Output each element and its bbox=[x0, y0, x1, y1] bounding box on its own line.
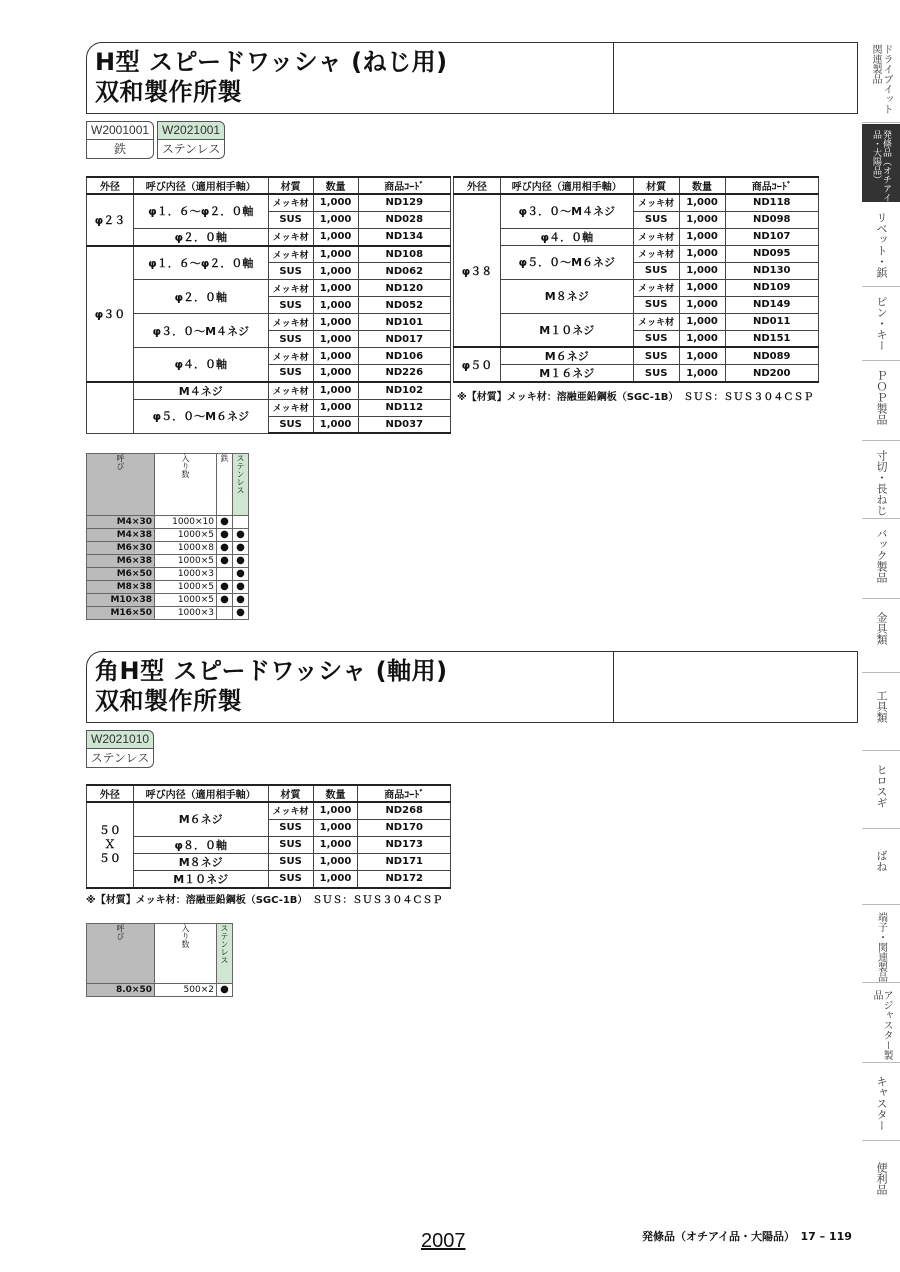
outer-diameter: φ２３ bbox=[87, 194, 134, 246]
product-code: ND017 bbox=[358, 331, 450, 348]
inner-diameter: M６ネジ bbox=[500, 347, 633, 365]
quantity: 1,000 bbox=[679, 330, 725, 347]
sidebar-label: 金具類 bbox=[875, 612, 888, 645]
product-code: ND120 bbox=[358, 280, 450, 297]
sidebar-item-back[interactable] bbox=[862, 522, 900, 598]
page-footer-code: 2007 bbox=[421, 1230, 466, 1252]
sidebar-item-rivet[interactable] bbox=[862, 206, 900, 286]
inner-diameter: M１０ネジ bbox=[500, 313, 633, 347]
qty-header-qty bbox=[155, 924, 217, 984]
quantity: 1,000 bbox=[679, 296, 725, 313]
outer-diameter-empty bbox=[87, 382, 134, 434]
sidebar-label: アジャスター製品 bbox=[871, 990, 892, 1060]
header-id: 呼び内径（適用相手軸） bbox=[500, 177, 633, 194]
sidebar-item-adjuster[interactable] bbox=[862, 984, 900, 1062]
qty-count: 1000×5 bbox=[155, 594, 217, 607]
table-row bbox=[87, 348, 451, 365]
quantity: 1,000 bbox=[679, 365, 725, 383]
page-footer-number: 発條品（オチアイ品・大陽品） 17 – 119 bbox=[642, 1230, 852, 1243]
qty-row bbox=[87, 542, 249, 555]
product-code: ND095 bbox=[725, 245, 819, 262]
product-code: ND118 bbox=[725, 194, 819, 211]
quantity: 1,000 bbox=[313, 416, 358, 433]
product-code: ND173 bbox=[358, 836, 451, 853]
section1-qty-table bbox=[86, 453, 249, 620]
quantity: 1,000 bbox=[679, 347, 725, 365]
product-code: ND151 bbox=[725, 330, 819, 347]
qty-row bbox=[87, 516, 249, 529]
code-cell-iron bbox=[86, 121, 154, 159]
sidebar-divider bbox=[862, 828, 900, 829]
inner-diameter: M１６ネジ bbox=[500, 365, 633, 383]
material: SUS bbox=[633, 330, 679, 347]
inner-diameter: φ２．０軸 bbox=[133, 280, 268, 314]
quantity: 1,000 bbox=[313, 399, 358, 416]
product-code: ND037 bbox=[358, 416, 450, 433]
qty-sus: ● bbox=[233, 594, 249, 607]
code-cell-sus bbox=[86, 730, 154, 768]
qty-header-name-text: 呼び bbox=[116, 924, 125, 940]
qty-name: M8×38 bbox=[87, 581, 155, 594]
qty-header bbox=[87, 924, 233, 984]
qty-header-iron bbox=[217, 454, 233, 516]
table-row bbox=[454, 194, 819, 211]
product-code: ND011 bbox=[725, 313, 819, 330]
inner-diameter: φ５．０～M６ネジ bbox=[500, 245, 633, 279]
header-id: 呼び内径（適用相手軸） bbox=[133, 785, 268, 802]
qty-row bbox=[87, 594, 249, 607]
header-od: 外径 bbox=[87, 785, 134, 802]
sidebar-label: 便利品 bbox=[875, 1162, 888, 1195]
quantity: 1,000 bbox=[313, 297, 358, 314]
product-code: ND052 bbox=[358, 297, 450, 314]
table-row bbox=[87, 280, 451, 297]
quantity: 1,000 bbox=[313, 382, 358, 400]
sidebar-item-hatsujo[interactable] bbox=[862, 124, 900, 202]
product-code: ND112 bbox=[358, 399, 450, 416]
qty-sus: ● bbox=[233, 529, 249, 542]
qty-iron: ● bbox=[217, 542, 233, 555]
product-code: ND149 bbox=[725, 296, 819, 313]
table-row bbox=[87, 399, 451, 416]
material: SUS bbox=[633, 365, 679, 383]
outer-diameter: φ３０ bbox=[87, 246, 134, 382]
sidebar-divider bbox=[862, 904, 900, 905]
table-header bbox=[87, 177, 451, 194]
sidebar-divider bbox=[862, 672, 900, 673]
product-code: ND101 bbox=[358, 314, 450, 331]
table-header bbox=[87, 785, 451, 802]
section2-title-line2: 双和製作所製 bbox=[95, 687, 242, 715]
table-row bbox=[87, 382, 451, 400]
qty-header-name bbox=[87, 454, 155, 516]
sidebar-label: ばね bbox=[875, 850, 888, 872]
material: メッキ材 bbox=[633, 228, 679, 245]
sidebar-label: リベット・鋲 bbox=[875, 212, 888, 278]
qty-row bbox=[87, 555, 249, 568]
qty-sus: ● bbox=[233, 568, 249, 581]
table-row bbox=[454, 365, 819, 383]
table-row bbox=[87, 853, 451, 870]
code-cell-sus bbox=[157, 121, 225, 159]
sidebar-item-drive-it[interactable] bbox=[862, 38, 900, 120]
inner-diameter: φ１．６～φ２．０軸 bbox=[133, 194, 268, 228]
product-code: ND089 bbox=[725, 347, 819, 365]
product-code: ND170 bbox=[358, 819, 451, 836]
table-row bbox=[454, 279, 819, 296]
qty-iron bbox=[217, 568, 233, 581]
qty-row bbox=[87, 984, 233, 997]
product-code: ND226 bbox=[358, 365, 450, 382]
header-material: 材質 bbox=[268, 177, 313, 194]
sidebar-item-terminal[interactable] bbox=[862, 906, 900, 982]
sidebar-divider bbox=[862, 750, 900, 751]
material: メッキ材 bbox=[268, 399, 313, 416]
outer-diameter: φ５０ bbox=[454, 347, 501, 382]
qty-iron: ● bbox=[217, 516, 233, 529]
inner-diameter: M８ネジ bbox=[133, 853, 268, 870]
inner-diameter: φ４．０軸 bbox=[133, 348, 268, 382]
qty-count: 500×2 bbox=[155, 984, 217, 997]
section1-title-box bbox=[86, 42, 858, 114]
product-code: ND106 bbox=[358, 348, 450, 365]
sidebar-divider bbox=[862, 598, 900, 599]
product-code: ND171 bbox=[358, 853, 451, 870]
material: SUS bbox=[268, 365, 313, 382]
quantity: 1,000 bbox=[679, 211, 725, 228]
material: SUS bbox=[268, 870, 313, 888]
sidebar-item-pop[interactable] bbox=[862, 364, 900, 440]
material: SUS bbox=[633, 347, 679, 365]
header-qty: 数量 bbox=[313, 785, 358, 802]
product-code: ND028 bbox=[358, 211, 450, 228]
qty-count: 1000×5 bbox=[155, 581, 217, 594]
table-row bbox=[87, 870, 451, 888]
qty-name: M10×38 bbox=[87, 594, 155, 607]
sidebar-item-tools[interactable] bbox=[862, 684, 900, 758]
inner-diameter: φ１．６～φ２．０軸 bbox=[133, 246, 268, 280]
table-row bbox=[87, 194, 451, 211]
material-label: ステンレス bbox=[86, 749, 154, 768]
qty-sus: ● bbox=[217, 984, 233, 997]
material: SUS bbox=[633, 262, 679, 279]
qty-count: 1000×5 bbox=[155, 555, 217, 568]
quantity: 1,000 bbox=[679, 279, 725, 296]
material: メッキ材 bbox=[633, 245, 679, 262]
qty-row bbox=[87, 581, 249, 594]
material: メッキ材 bbox=[633, 194, 679, 211]
header-od: 外径 bbox=[87, 177, 134, 194]
header-id: 呼び内径（適用相手軸） bbox=[133, 177, 268, 194]
section2-spec-table bbox=[86, 784, 451, 889]
inner-diameter: φ３．０～M４ネジ bbox=[133, 314, 268, 348]
header-material: 材質 bbox=[268, 785, 313, 802]
qty-name: M16×50 bbox=[87, 607, 155, 620]
sidebar-divider bbox=[862, 122, 900, 123]
material: メッキ材 bbox=[268, 194, 313, 211]
header-code: 商品ｺｰﾄﾞ bbox=[358, 785, 451, 802]
material: メッキ材 bbox=[633, 313, 679, 330]
sidebar-item-caster[interactable] bbox=[862, 1070, 900, 1140]
qty-count: 1000×3 bbox=[155, 607, 217, 620]
sidebar-label: ＰＯＰ製品 bbox=[875, 370, 888, 425]
quantity: 1,000 bbox=[313, 314, 358, 331]
qty-header-sus bbox=[233, 454, 249, 516]
qty-header-qty bbox=[155, 454, 217, 516]
material: SUS bbox=[268, 211, 313, 228]
product-code: ND062 bbox=[358, 263, 450, 280]
table-row bbox=[87, 802, 451, 819]
qty-name: M6×30 bbox=[87, 542, 155, 555]
quantity: 1,000 bbox=[679, 313, 725, 330]
section2-title-box bbox=[86, 651, 858, 723]
header-code: 商品ｺｰﾄﾞ bbox=[358, 177, 450, 194]
inner-diameter: M８ネジ bbox=[500, 279, 633, 313]
qty-header bbox=[87, 454, 249, 516]
qty-count: 1000×10 bbox=[155, 516, 217, 529]
section1-spec-table-left bbox=[86, 176, 451, 434]
quantity: 1,000 bbox=[313, 819, 358, 836]
material: SUS bbox=[268, 297, 313, 314]
product-code: ND268 bbox=[358, 802, 451, 819]
quantity: 1,000 bbox=[313, 365, 358, 382]
sidebar-label: ヒロスギ bbox=[875, 764, 888, 808]
table-row bbox=[454, 347, 819, 365]
section2-material-note: ※【材質】メッキ材：溶融亜鉛鋼板（SGC-1B） ＳＵＳ：ＳＵＳ３０４ＣＳＰ bbox=[86, 895, 443, 906]
quantity: 1,000 bbox=[313, 228, 358, 246]
qty-name: 8.0×50 bbox=[87, 984, 155, 997]
section1-spec-table-right bbox=[453, 176, 819, 383]
sidebar-label: 端子・関連製品 bbox=[875, 912, 887, 982]
product-code: W2001001 bbox=[86, 121, 154, 140]
table-row bbox=[87, 228, 451, 246]
product-code: ND130 bbox=[725, 262, 819, 279]
sidebar-item-stud[interactable] bbox=[862, 444, 900, 518]
qty-sus: ● bbox=[233, 542, 249, 555]
material: メッキ材 bbox=[268, 314, 313, 331]
outer-diameter: φ３８ bbox=[454, 194, 501, 347]
material: メッキ材 bbox=[268, 228, 313, 246]
inner-diameter: M４ネジ bbox=[133, 382, 268, 400]
qty-iron: ● bbox=[217, 581, 233, 594]
material: メッキ材 bbox=[633, 279, 679, 296]
quantity: 1,000 bbox=[313, 194, 358, 211]
section2-product-codes bbox=[86, 730, 157, 768]
sidebar-item-spring[interactable] bbox=[862, 844, 900, 904]
section2-title-line1: 角H型 スピードワッシャ (軸用) bbox=[95, 657, 448, 685]
inner-diameter: φ４．０軸 bbox=[500, 228, 633, 245]
sidebar-divider bbox=[862, 518, 900, 519]
section1-title-line2: 双和製作所製 bbox=[95, 78, 242, 106]
section1-material-note: ※【材質】メッキ材：溶融亜鉛鋼板（SGC-1B） ＳＵＳ：ＳＵＳ３０４ＣＳＰ bbox=[457, 392, 814, 403]
quantity: 1,000 bbox=[679, 228, 725, 245]
sidebar-item-pin-key[interactable] bbox=[862, 290, 900, 358]
sidebar-label: 発條品（オチアイ品・大陽品） bbox=[871, 130, 891, 202]
qty-row bbox=[87, 607, 249, 620]
header-code: 商品ｺｰﾄﾞ bbox=[725, 177, 819, 194]
product-code: ND172 bbox=[358, 870, 451, 888]
product-code: ND108 bbox=[358, 246, 450, 263]
qty-sus: ● bbox=[233, 607, 249, 620]
sidebar-label: ドライブイット関連製品 bbox=[870, 44, 892, 114]
material: メッキ材 bbox=[268, 382, 313, 400]
quantity: 1,000 bbox=[313, 211, 358, 228]
product-code: W2021010 bbox=[86, 730, 154, 749]
material: SUS bbox=[268, 853, 313, 870]
inner-diameter: φ５．０～M６ネジ bbox=[133, 399, 268, 433]
qty-name: M4×30 bbox=[87, 516, 155, 529]
qty-name: M6×38 bbox=[87, 555, 155, 568]
sidebar-label: 工具類 bbox=[875, 690, 888, 723]
material: メッキ材 bbox=[268, 348, 313, 365]
section2-title bbox=[95, 656, 448, 716]
product-code: ND129 bbox=[358, 194, 450, 211]
material: メッキ材 bbox=[268, 246, 313, 263]
qty-header-sus-text: ステンレス bbox=[220, 924, 229, 964]
sidebar-divider bbox=[862, 286, 900, 287]
material: SUS bbox=[268, 263, 313, 280]
qty-header-sus-text: ステンレス bbox=[236, 454, 245, 494]
quantity: 1,000 bbox=[313, 802, 358, 819]
sidebar-item-fittings[interactable] bbox=[862, 606, 900, 680]
title-divider bbox=[613, 43, 614, 113]
quantity: 1,000 bbox=[313, 853, 358, 870]
section1-title bbox=[95, 47, 448, 107]
table-row bbox=[87, 246, 451, 263]
qty-iron: ● bbox=[217, 594, 233, 607]
qty-header-qty-text: 入り数 bbox=[181, 924, 190, 948]
material-label: ステンレス bbox=[157, 140, 225, 159]
product-code: W2021001 bbox=[157, 121, 225, 140]
table-header bbox=[454, 177, 819, 194]
sidebar-item-hirosugi[interactable] bbox=[862, 758, 900, 832]
quantity: 1,000 bbox=[679, 262, 725, 279]
quantity: 1,000 bbox=[679, 194, 725, 211]
product-code: ND098 bbox=[725, 211, 819, 228]
header-od: 外径 bbox=[454, 177, 501, 194]
product-code: ND107 bbox=[725, 228, 819, 245]
material: メッキ材 bbox=[268, 280, 313, 297]
sidebar-divider bbox=[862, 440, 900, 441]
section1-product-codes bbox=[86, 121, 228, 159]
qty-row bbox=[87, 529, 249, 542]
sidebar-item-convenience[interactable] bbox=[862, 1156, 900, 1206]
header-material: 材質 bbox=[633, 177, 679, 194]
outer-diameter: ５０ Ｘ ５０ bbox=[87, 802, 134, 888]
qty-name: M6×50 bbox=[87, 568, 155, 581]
sidebar-label: 寸切・長ねじ bbox=[875, 450, 888, 516]
inner-diameter: φ８．０軸 bbox=[133, 836, 268, 853]
section2-qty-table bbox=[86, 923, 233, 997]
material: SUS bbox=[268, 836, 313, 853]
quantity: 1,000 bbox=[313, 348, 358, 365]
quantity: 1,000 bbox=[313, 836, 358, 853]
quantity: 1,000 bbox=[313, 246, 358, 263]
title-divider bbox=[613, 652, 614, 722]
qty-sus: ● bbox=[233, 581, 249, 594]
sidebar-divider bbox=[862, 360, 900, 361]
qty-iron bbox=[217, 607, 233, 620]
table-row bbox=[454, 313, 819, 330]
header-qty: 数量 bbox=[679, 177, 725, 194]
quantity: 1,000 bbox=[679, 245, 725, 262]
qty-header-qty-text: 入り数 bbox=[181, 454, 190, 478]
material: SUS bbox=[268, 819, 313, 836]
qty-row bbox=[87, 568, 249, 581]
qty-count: 1000×3 bbox=[155, 568, 217, 581]
product-code: ND134 bbox=[358, 228, 450, 246]
inner-diameter: φ３．０～M４ネジ bbox=[500, 194, 633, 228]
table-row bbox=[87, 836, 451, 853]
qty-header-name bbox=[87, 924, 155, 984]
qty-header-sus bbox=[217, 924, 233, 984]
qty-name: M4×38 bbox=[87, 529, 155, 542]
material-label: 鉄 bbox=[86, 140, 154, 159]
qty-header-iron-text: 鉄 bbox=[220, 454, 229, 462]
qty-iron: ● bbox=[217, 529, 233, 542]
header-qty: 数量 bbox=[313, 177, 358, 194]
product-code: ND200 bbox=[725, 365, 819, 383]
sidebar-label: バック製品 bbox=[875, 528, 888, 583]
sidebar-divider bbox=[862, 1140, 900, 1141]
inner-diameter: M６ネジ bbox=[133, 802, 268, 836]
qty-header-name-text: 呼び bbox=[116, 454, 125, 470]
material: SUS bbox=[633, 296, 679, 313]
sidebar-label: ピン・キー bbox=[875, 296, 888, 351]
table-row bbox=[87, 314, 451, 331]
qty-sus bbox=[233, 516, 249, 529]
sidebar-divider bbox=[862, 1062, 900, 1063]
sidebar-divider bbox=[862, 982, 900, 983]
inner-diameter: M１０ネジ bbox=[133, 870, 268, 888]
table-row bbox=[454, 245, 819, 262]
qty-iron: ● bbox=[217, 555, 233, 568]
sidebar-label: キャスター bbox=[875, 1076, 888, 1131]
qty-count: 1000×5 bbox=[155, 529, 217, 542]
product-code: ND102 bbox=[358, 382, 450, 400]
material: SUS bbox=[633, 211, 679, 228]
table-row bbox=[454, 228, 819, 245]
material: メッキ材 bbox=[268, 802, 313, 819]
product-code: ND109 bbox=[725, 279, 819, 296]
quantity: 1,000 bbox=[313, 870, 358, 888]
quantity: 1,000 bbox=[313, 263, 358, 280]
quantity: 1,000 bbox=[313, 280, 358, 297]
qty-sus: ● bbox=[233, 555, 249, 568]
qty-count: 1000×8 bbox=[155, 542, 217, 555]
material: SUS bbox=[268, 331, 313, 348]
inner-diameter: φ２．０軸 bbox=[133, 228, 268, 246]
material: SUS bbox=[268, 416, 313, 433]
quantity: 1,000 bbox=[313, 331, 358, 348]
section1-title-line1: H型 スピードワッシャ (ねじ用) bbox=[95, 48, 448, 76]
